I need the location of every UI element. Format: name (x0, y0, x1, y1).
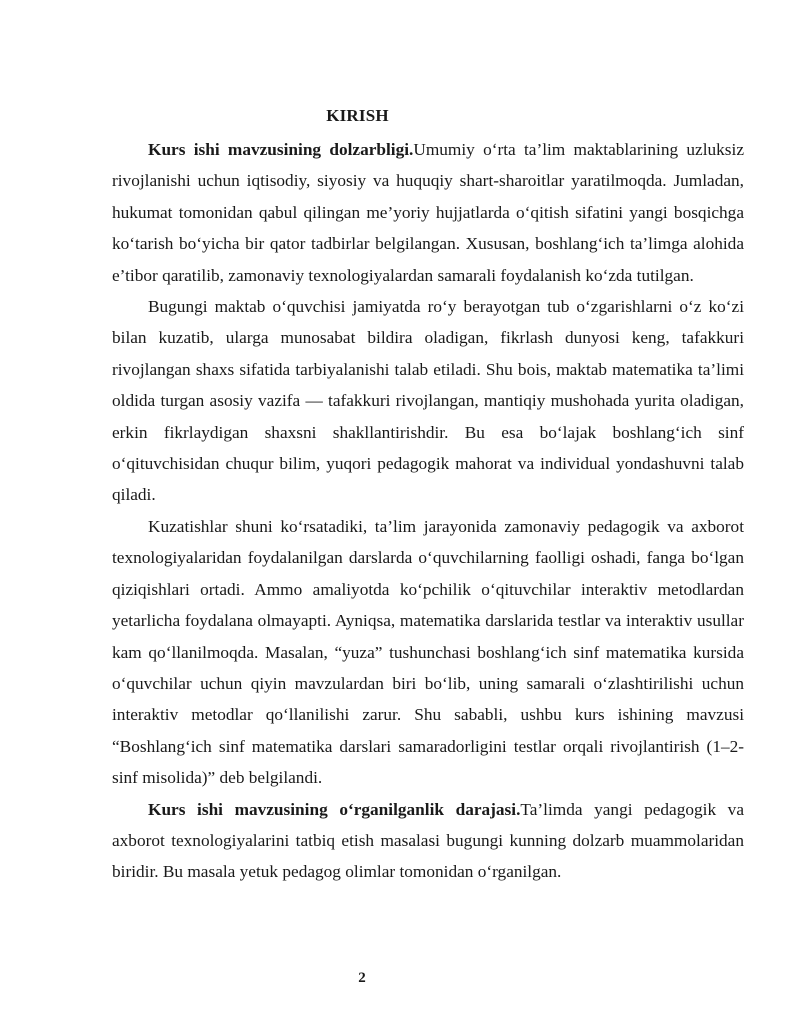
paragraph-observations (112, 511, 744, 794)
paragraph-text: Bugungi maktab o‘quvchisi jamiyatda ro‘y berayotgan tub o‘zgarishlarni o‘z ko‘zi bilan kuzatib, ularga munosabat bildira oladigan, fikrlash dunyosi keng, tafakkuri rivojlangan shaxs sifatida tarbiyalanishi talab etiladi. Shu bois, maktab matematika ta’limi oldida turgan asosiy vazifa — tafakkuri rivojlangan, mantiqiy mushohada yurita oladigan, erkin fikrlaydigan shaxsni shakllantirishdir. Bu esa bo‘lajak boshlang‘ich sinf o‘qituvchisidan chuqur bilim, yuqori pedagogik mahorat va individual yondashuvni talab qiladi. (112, 297, 744, 505)
paragraph-heading: Kurs ishi mavzusining o‘rganilganlik darajasi. (148, 799, 521, 819)
page-number: 2 (358, 970, 366, 986)
paragraph-heading: Kurs ishi mavzusining dolzarbligi. (148, 140, 414, 159)
section-title: KIRISH (326, 106, 389, 125)
paragraph-study-level (112, 794, 744, 888)
paragraph-text: Ta’limda yangi pedagogik va axborot texnologiyalarini tatbiq etish masalasi bugungi kunning dolzarb muammolaridan biridir. Bu masala yetuk pedagog olimlar tomonidan o‘rganilgan. (112, 799, 744, 882)
body-text (112, 134, 744, 888)
paragraph-text: Umumiy o‘rta ta’lim maktablarining uzluksiz rivojlanishi uchun iqtisodiy, siyosiy va huquqiy shart-sharoitlar yaratilmoqda. Jumladan, hukumat tomonidan qabul qilingan me’yoriy hujjatlarda o‘qitish sifatini yangi bosqichga ko‘tarish bo‘yicha bir qator tadbirlar belgilangan. Xususan, boshlang‘ich ta’limga alohida e’tibor qaratilib, zamonaviy texnologiyalardan samarali foydalanish ko‘zda tutilgan. (112, 140, 744, 285)
paragraph-text: Kuzatishlar shuni ko‘rsatadiki, ta’lim jarayonida zamonaviy pedagogik va axborot texnologiyalaridan foydalanilgan darslarda o‘quvchilarning faolligi oshadi, fanga bo‘lgan qiziqishlari ortadi. Ammo amaliyotda ko‘pchilik o‘qituvchilar interaktiv metodlardan yetarlicha foydalana olmayapti. Ayniqsa, matematika darslarida testlar va interaktiv usullar kam qo‘llanilmoqda. Masalan, “yuza” tushunchasi boshlang‘ich sinf matematika kursida o‘quvchilar uchun qiyin mavzulardan biri bo‘lib, uning samarali o‘zlashtirilishi uchun interaktiv metodlar qo‘llanilishi zarur. Shu sababli, ushbu kurs ishining mavzusi “Boshlang‘ich sinf matematika darslari samaradorligini testlar orqali rivojlantirish (1–2-sinf misolida)” deb belgilandi. (112, 516, 744, 788)
paragraph-student (112, 291, 744, 511)
paragraph-relevance (112, 134, 744, 291)
